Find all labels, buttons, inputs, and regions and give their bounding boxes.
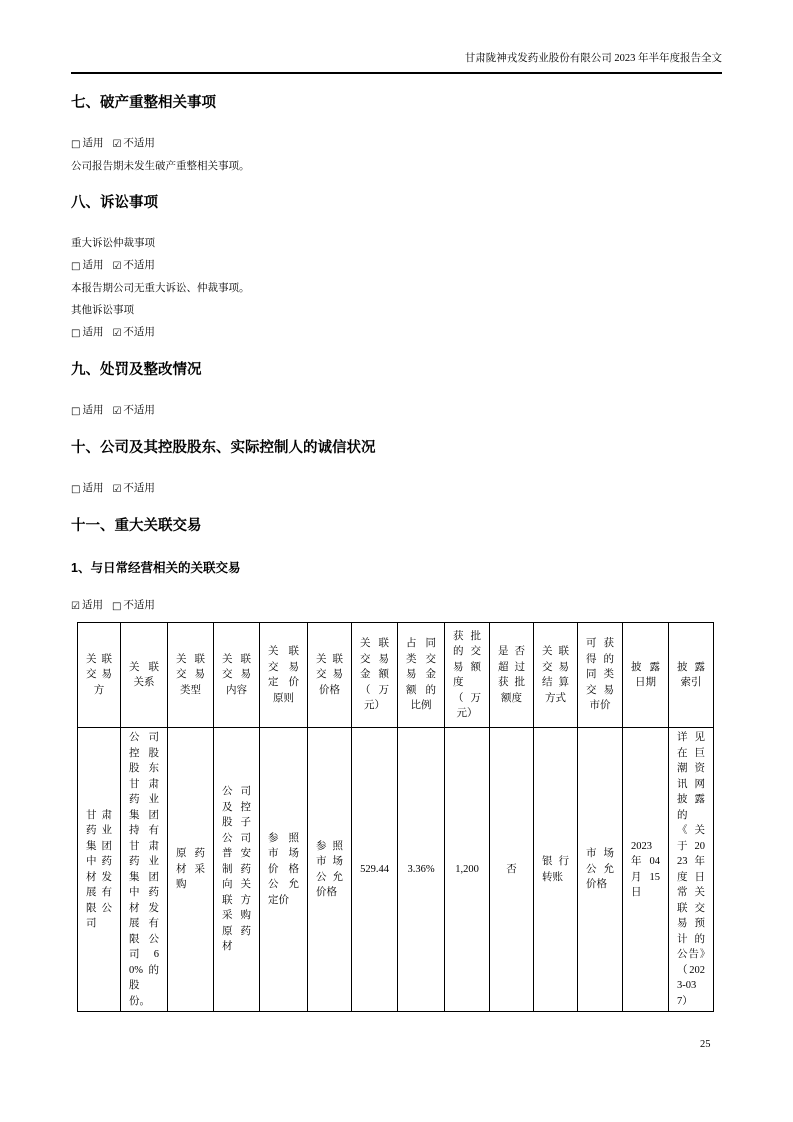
table-cell: 公司控股股东甘肃药业集团持有甘肃药业集团中药材发展有限公司 60%的股份。	[121, 728, 168, 1012]
checkbox-label: 不适用	[123, 483, 155, 494]
checkbox-unchecked-icon: □	[71, 139, 81, 150]
section-heading: 九、处罚及整改情况	[71, 362, 202, 378]
table-header-cell: 关联交易定价原则	[260, 623, 308, 728]
checkbox-option	[112, 138, 154, 149]
related-transactions-table	[77, 622, 714, 1012]
content-blocks	[71, 93, 722, 1012]
table-header-cell: 获批的交易额度（万元）	[445, 623, 490, 728]
table-cell: 参照市场价格公允定价	[260, 728, 308, 1012]
table-cell: 甘肃药业集团中药材发展有限公司	[78, 728, 121, 1012]
table-cell: 1,200	[445, 728, 490, 1012]
checkbox-checked-icon: ☑	[112, 406, 122, 417]
checkbox-option	[112, 600, 155, 611]
checkbox-label: 不适用	[123, 405, 155, 416]
checkbox-label: 不适用	[123, 600, 155, 611]
table-cell: 银行转账	[534, 728, 578, 1012]
paragraph-text: 重大诉讼仲裁事项	[71, 238, 155, 249]
applicability-line	[71, 137, 722, 152]
checkbox-unchecked-icon: □	[71, 484, 81, 495]
section-heading: 十一、重大关联交易	[71, 518, 202, 534]
checkbox-checked-icon: ☑	[112, 139, 122, 150]
checkbox-label: 不适用	[123, 260, 155, 271]
page-number: 25	[700, 1039, 711, 1050]
checkbox-label: 适用	[82, 405, 104, 416]
checkbox-label: 适用	[82, 260, 104, 271]
paragraph-text: 本报告期公司无重大诉讼、仲裁事项。	[71, 283, 250, 294]
table-cell: 详见在巨潮资讯网披露的《关于 2023 年度日常关联交易预计的公告》（2023-037）	[669, 728, 714, 1012]
table-header-cell: 关联交易内容	[214, 623, 260, 728]
checkbox-checked-icon: ☑	[112, 261, 122, 272]
table-header-cell: 披露日期	[623, 623, 669, 728]
paragraph-text: 公司报告期未发生破产重整相关事项。	[71, 161, 250, 172]
subsection-heading: 1、与日常经营相关的关联交易	[71, 561, 241, 575]
checkbox-label: 适用	[82, 138, 104, 149]
checkbox-option	[71, 483, 103, 494]
table-cell: 原药材采购	[168, 728, 214, 1012]
table-header-cell: 可获得的同类交易市价	[578, 623, 623, 728]
checkbox-option	[71, 600, 103, 611]
table-header-cell: 占同类交易金额的比例	[398, 623, 445, 728]
checkbox-unchecked-icon: □	[71, 328, 81, 339]
section-heading: 七、破产重整相关事项	[71, 95, 216, 111]
table-cell: 参照市场公允价格	[308, 728, 352, 1012]
checkbox-unchecked-icon: □	[71, 406, 81, 417]
applicability-line	[71, 326, 722, 341]
table-header-cell: 关联关系	[121, 623, 168, 728]
paragraph-text: 其他诉讼事项	[71, 305, 134, 316]
checkbox-label: 适用	[82, 327, 104, 338]
table-cell: 2023 年 04 月 15 日	[623, 728, 669, 1012]
checkbox-unchecked-icon: □	[111, 601, 122, 612]
applicability-line	[71, 404, 722, 419]
checkbox-label: 适用	[81, 600, 103, 611]
table-cell: 529.44	[352, 728, 398, 1012]
section-heading: 十、公司及其控股股东、实际控制人的诚信状况	[71, 440, 376, 456]
checkbox-option	[71, 405, 103, 416]
table-header-cell: 关联交易类型	[168, 623, 214, 728]
table-cell: 否	[490, 728, 534, 1012]
checkbox-option	[112, 483, 154, 494]
applicability-line	[71, 482, 722, 497]
table-header-cell: 关联交易价格	[308, 623, 352, 728]
checkbox-label: 不适用	[123, 327, 155, 338]
checkbox-checked-icon: ☑	[112, 484, 122, 495]
table-cell: 3.36%	[398, 728, 445, 1012]
table-header-cell: 关联交易结算方式	[534, 623, 578, 728]
checkbox-option	[112, 260, 154, 271]
table-header-cell: 披露索引	[669, 623, 714, 728]
table-cell: 市场公允价格	[578, 728, 623, 1012]
document-header-title: 甘肃陇神戎发药业股份有限公司 2023 年半年度报告全文	[71, 0, 722, 74]
checkbox-unchecked-icon: □	[71, 261, 81, 272]
section-heading: 八、诉讼事项	[71, 195, 158, 211]
checkbox-checked-icon: ☑	[71, 601, 80, 612]
table-row	[78, 728, 714, 1012]
checkbox-option	[112, 405, 154, 416]
checkbox-checked-icon: ☑	[112, 328, 122, 339]
checkbox-option	[71, 138, 103, 149]
table-header-cell: 关联交易方	[78, 623, 121, 728]
checkbox-label: 适用	[82, 483, 104, 494]
checkbox-option	[71, 260, 103, 271]
checkbox-option	[112, 327, 154, 338]
applicability-line	[71, 259, 722, 274]
table-header-row	[78, 623, 714, 728]
table-header-cell: 关联交易金额（万元）	[352, 623, 398, 728]
table-header-cell: 是否超过获批额度	[490, 623, 534, 728]
checkbox-label: 不适用	[123, 138, 155, 149]
table-cell: 公司及控股子公司普安制药向关联方采购原药材	[214, 728, 260, 1012]
applicability-line	[71, 599, 722, 614]
checkbox-option	[71, 327, 103, 338]
